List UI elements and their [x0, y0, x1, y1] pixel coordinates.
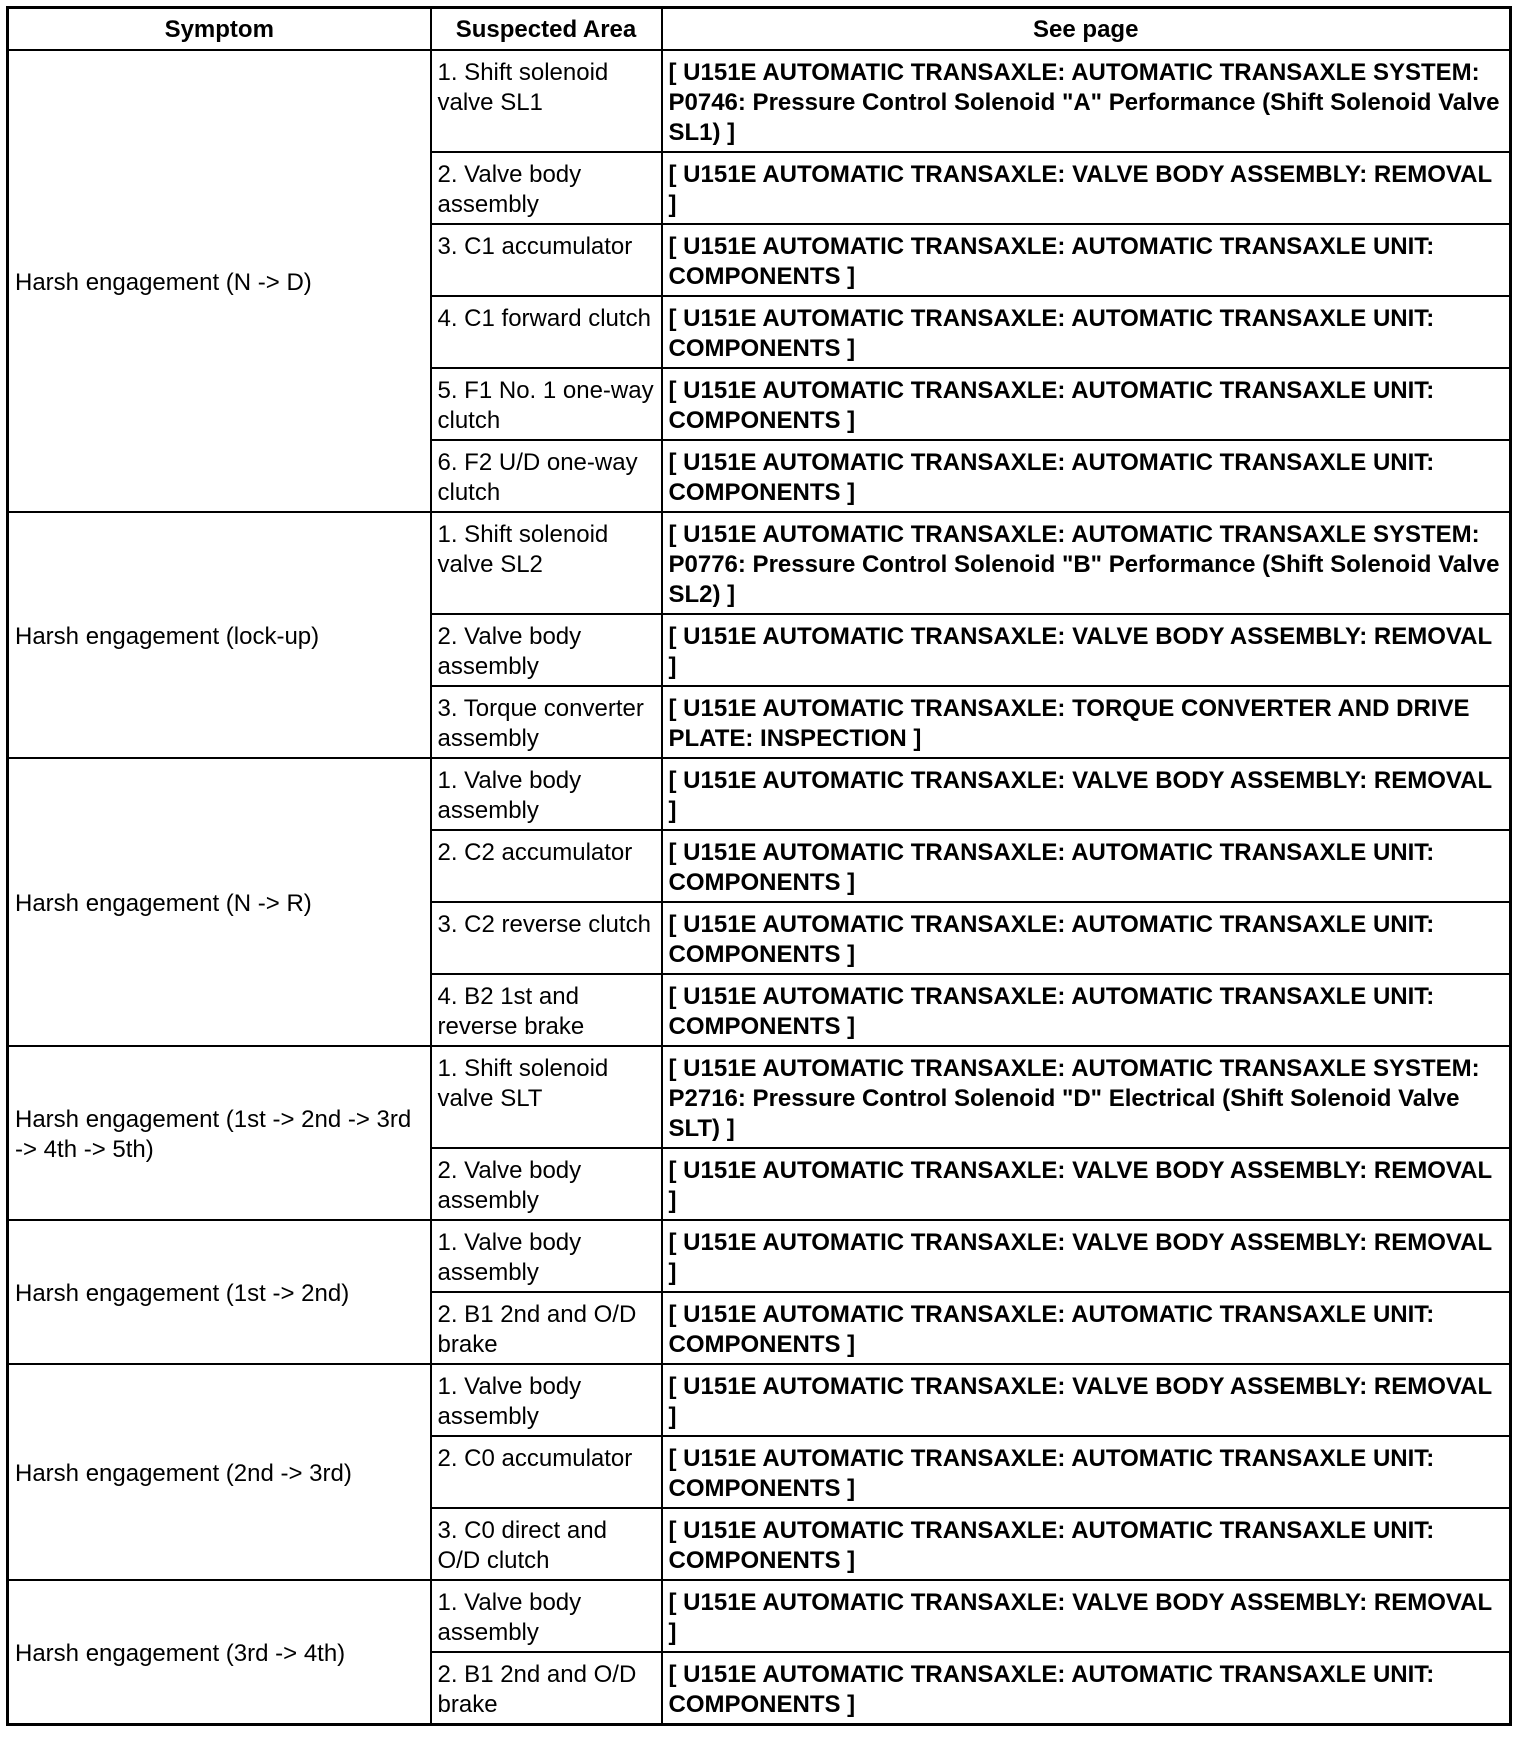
suspected-area-cell: 6. F2 U/D one-way clutch [431, 440, 662, 512]
see-page-link[interactable]: [ U151E AUTOMATIC TRANSAXLE: VALVE BODY ASSEMBLY: REMOVAL ] [662, 1220, 1511, 1292]
suspected-area-cell: 1. Shift solenoid valve SL1 [431, 50, 662, 152]
see-page-link[interactable]: [ U151E AUTOMATIC TRANSAXLE: VALVE BODY ASSEMBLY: REMOVAL ] [662, 152, 1511, 224]
table-row [8, 50, 1511, 152]
suspected-area-cell: 1. Valve body assembly [431, 1580, 662, 1652]
symptom-cell: Harsh engagement (1st -> 2nd) [8, 1220, 431, 1364]
symptom-cell: Harsh engagement (lock-up) [8, 512, 431, 758]
symptom-cell: Harsh engagement (1st -> 2nd -> 3rd -> 4th -> 5th) [8, 1046, 431, 1220]
symptom-cell: Harsh engagement (N -> R) [8, 758, 431, 1046]
header-row [8, 8, 1511, 51]
see-page-link[interactable]: [ U151E AUTOMATIC TRANSAXLE: AUTOMATIC TRANSAXLE UNIT: COMPONENTS ] [662, 440, 1511, 512]
suspected-area-cell: 2. Valve body assembly [431, 152, 662, 224]
see-page-link[interactable]: [ U151E AUTOMATIC TRANSAXLE: VALVE BODY ASSEMBLY: REMOVAL ] [662, 1364, 1511, 1436]
troubleshooting-table [6, 6, 1512, 1726]
suspected-area-cell: 5. F1 No. 1 one-way clutch [431, 368, 662, 440]
suspected-area-cell: 1. Valve body assembly [431, 758, 662, 830]
suspected-area-cell: 1. Shift solenoid valve SL2 [431, 512, 662, 614]
suspected-area-cell: 1. Valve body assembly [431, 1220, 662, 1292]
see-page-link[interactable]: [ U151E AUTOMATIC TRANSAXLE: AUTOMATIC TRANSAXLE SYSTEM: P2716: Pressure Control Solenoid "D" Electrical (Shift Solenoid Valve SLT) ] [662, 1046, 1511, 1148]
suspected-area-cell: 4. C1 forward clutch [431, 296, 662, 368]
suspected-area-cell: 2. C2 accumulator [431, 830, 662, 902]
symptom-cell: Harsh engagement (2nd -> 3rd) [8, 1364, 431, 1580]
table-row [8, 1220, 1511, 1292]
suspected-area-header: Suspected Area [431, 8, 662, 51]
suspected-area-cell: 4. B2 1st and reverse brake [431, 974, 662, 1046]
table-row [8, 1364, 1511, 1436]
suspected-area-cell: 2. Valve body assembly [431, 614, 662, 686]
symptom-header: Symptom [8, 8, 431, 51]
suspected-area-cell: 3. Torque converter assembly [431, 686, 662, 758]
see-page-link[interactable]: [ U151E AUTOMATIC TRANSAXLE: AUTOMATIC TRANSAXLE UNIT: COMPONENTS ] [662, 830, 1511, 902]
see-page-link[interactable]: [ U151E AUTOMATIC TRANSAXLE: AUTOMATIC TRANSAXLE UNIT: COMPONENTS ] [662, 224, 1511, 296]
see-page-link[interactable]: [ U151E AUTOMATIC TRANSAXLE: VALVE BODY ASSEMBLY: REMOVAL ] [662, 614, 1511, 686]
see-page-link[interactable]: [ U151E AUTOMATIC TRANSAXLE: AUTOMATIC TRANSAXLE UNIT: COMPONENTS ] [662, 1508, 1511, 1580]
see-page-link[interactable]: [ U151E AUTOMATIC TRANSAXLE: VALVE BODY ASSEMBLY: REMOVAL ] [662, 1580, 1511, 1652]
see-page-link[interactable]: [ U151E AUTOMATIC TRANSAXLE: VALVE BODY ASSEMBLY: REMOVAL ] [662, 1148, 1511, 1220]
see-page-link[interactable]: [ U151E AUTOMATIC TRANSAXLE: VALVE BODY ASSEMBLY: REMOVAL ] [662, 758, 1511, 830]
see-page-link[interactable]: [ U151E AUTOMATIC TRANSAXLE: AUTOMATIC TRANSAXLE SYSTEM: P0776: Pressure Control Solenoid "B" Performance (Shift Solenoid Valve SL2) ] [662, 512, 1511, 614]
table-row [8, 1580, 1511, 1652]
table-body [8, 50, 1511, 1725]
see-page-link[interactable]: [ U151E AUTOMATIC TRANSAXLE: AUTOMATIC TRANSAXLE UNIT: COMPONENTS ] [662, 1652, 1511, 1725]
suspected-area-cell: 3. C1 accumulator [431, 224, 662, 296]
see-page-link[interactable]: [ U151E AUTOMATIC TRANSAXLE: AUTOMATIC TRANSAXLE SYSTEM: P0746: Pressure Control Solenoid "A" Performance (Shift Solenoid Valve SL1) ] [662, 50, 1511, 152]
suspected-area-cell: 3. C2 reverse clutch [431, 902, 662, 974]
see-page-link[interactable]: [ U151E AUTOMATIC TRANSAXLE: AUTOMATIC TRANSAXLE UNIT: COMPONENTS ] [662, 974, 1511, 1046]
see-page-link[interactable]: [ U151E AUTOMATIC TRANSAXLE: AUTOMATIC TRANSAXLE UNIT: COMPONENTS ] [662, 1436, 1511, 1508]
suspected-area-cell: 2. B1 2nd and O/D brake [431, 1652, 662, 1725]
see-page-link[interactable]: [ U151E AUTOMATIC TRANSAXLE: AUTOMATIC TRANSAXLE UNIT: COMPONENTS ] [662, 368, 1511, 440]
symptom-cell: Harsh engagement (3rd -> 4th) [8, 1580, 431, 1725]
suspected-area-cell: 2. C0 accumulator [431, 1436, 662, 1508]
see-page-link[interactable]: [ U151E AUTOMATIC TRANSAXLE: AUTOMATIC TRANSAXLE UNIT: COMPONENTS ] [662, 1292, 1511, 1364]
table-row [8, 758, 1511, 830]
suspected-area-cell: 2. Valve body assembly [431, 1148, 662, 1220]
suspected-area-cell: 2. B1 2nd and O/D brake [431, 1292, 662, 1364]
suspected-area-cell: 1. Shift solenoid valve SLT [431, 1046, 662, 1148]
see-page-link[interactable]: [ U151E AUTOMATIC TRANSAXLE: AUTOMATIC TRANSAXLE UNIT: COMPONENTS ] [662, 902, 1511, 974]
see-page-header: See page [662, 8, 1511, 51]
suspected-area-cell: 1. Valve body assembly [431, 1364, 662, 1436]
suspected-area-cell: 3. C0 direct and O/D clutch [431, 1508, 662, 1580]
table-row [8, 512, 1511, 614]
see-page-link[interactable]: [ U151E AUTOMATIC TRANSAXLE: AUTOMATIC TRANSAXLE UNIT: COMPONENTS ] [662, 296, 1511, 368]
symptom-cell: Harsh engagement (N -> D) [8, 50, 431, 512]
see-page-link[interactable]: [ U151E AUTOMATIC TRANSAXLE: TORQUE CONVERTER AND DRIVE PLATE: INSPECTION ] [662, 686, 1511, 758]
table-row [8, 1046, 1511, 1148]
